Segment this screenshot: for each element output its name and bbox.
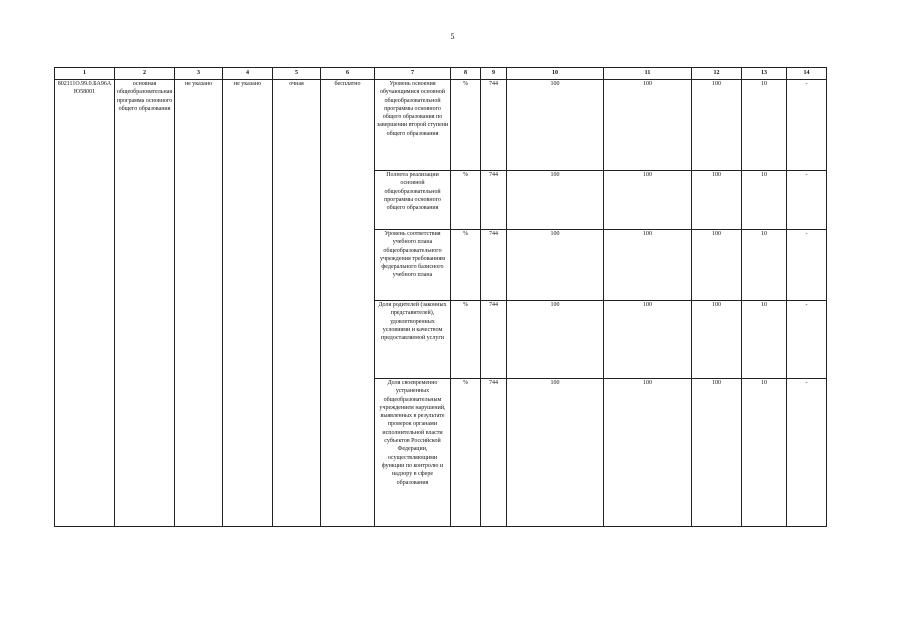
value-col11: 100 [604,171,692,230]
column-header: 2 [115,68,175,80]
column-header: 10 [507,68,604,80]
content-col4: не указано [223,80,273,527]
column-header: 3 [175,68,223,80]
value-col12: 100 [692,230,742,301]
program-name: основная общеобразовательная программа основного общего образования [115,80,175,527]
value-col12: 100 [692,171,742,230]
value-col11: 100 [604,301,692,379]
value-col14: - [787,171,827,230]
column-header: 5 [273,68,321,80]
column-header: 13 [742,68,787,80]
column-header: 8 [451,68,481,80]
okei-code: 744 [481,230,507,301]
column-header: 4 [223,68,273,80]
unit-cell: % [451,171,481,230]
column-header: 14 [787,68,827,80]
value-col14: - [787,379,827,527]
payment-type: бесплатно [321,80,375,527]
okei-code: 744 [481,301,507,379]
value-col10: 100 [507,80,604,171]
value-col10: 100 [507,230,604,301]
value-col11: 100 [604,80,692,171]
value-col13: 10 [742,379,787,527]
unit-cell: % [451,80,481,171]
header-row [55,68,827,80]
value-col13: 10 [742,230,787,301]
column-header: 6 [321,68,375,80]
value-col13: 10 [742,301,787,379]
value-col14: - [787,230,827,301]
indicator-name: Уровень соответствия учебного плана общеобразовательного учреждения требованиям федерального базисного учебного плана [375,230,451,301]
column-header: 7 [375,68,451,80]
okei-code: 744 [481,80,507,171]
education-form: очная [273,80,321,527]
value-col13: 10 [742,80,787,171]
column-header: 12 [692,68,742,80]
okei-code: 744 [481,171,507,230]
indicator-name: Уровень освоения обучающимися основной общеобразовательной программы основного общего образования по завершении второй ступени общего образования [375,80,451,171]
indicator-name: Полнота реализации основной общеобразовательной программы основного общего образования [375,171,451,230]
table-row [55,80,827,171]
unit-cell: % [451,301,481,379]
page-number: 5 [450,32,455,41]
unit-cell: % [451,379,481,527]
value-col10: 100 [507,171,604,230]
unit-cell: % [451,230,481,301]
indicators-table [54,67,827,527]
value-col13: 10 [742,171,787,230]
column-header: 1 [55,68,115,80]
value-col12: 100 [692,80,742,171]
value-col11: 100 [604,379,692,527]
content-col3: не указано [175,80,223,527]
value-col14: - [787,80,827,171]
value-col12: 100 [692,301,742,379]
value-col12: 100 [692,379,742,527]
indicator-name: Доля родителей (законных представителей), удовлетворенных условиями и качеством предоставляемой услуги [375,301,451,379]
indicator-name: Доля своевременно устраненных общеобразовательным учреждением нарушений, выявленных в результате проверок органами исполнительной власти субъектов Российской Федерации, осуществляющими функции по контролю и надзору в сфере образования [375,379,451,527]
value-col10: 100 [507,301,604,379]
column-header: 9 [481,68,507,80]
column-header: 11 [604,68,692,80]
registry-code: 802111О.99.0.БА96АЮ58001 [55,80,115,527]
okei-code: 744 [481,379,507,527]
value-col10: 100 [507,379,604,527]
value-col11: 100 [604,230,692,301]
value-col14: - [787,301,827,379]
